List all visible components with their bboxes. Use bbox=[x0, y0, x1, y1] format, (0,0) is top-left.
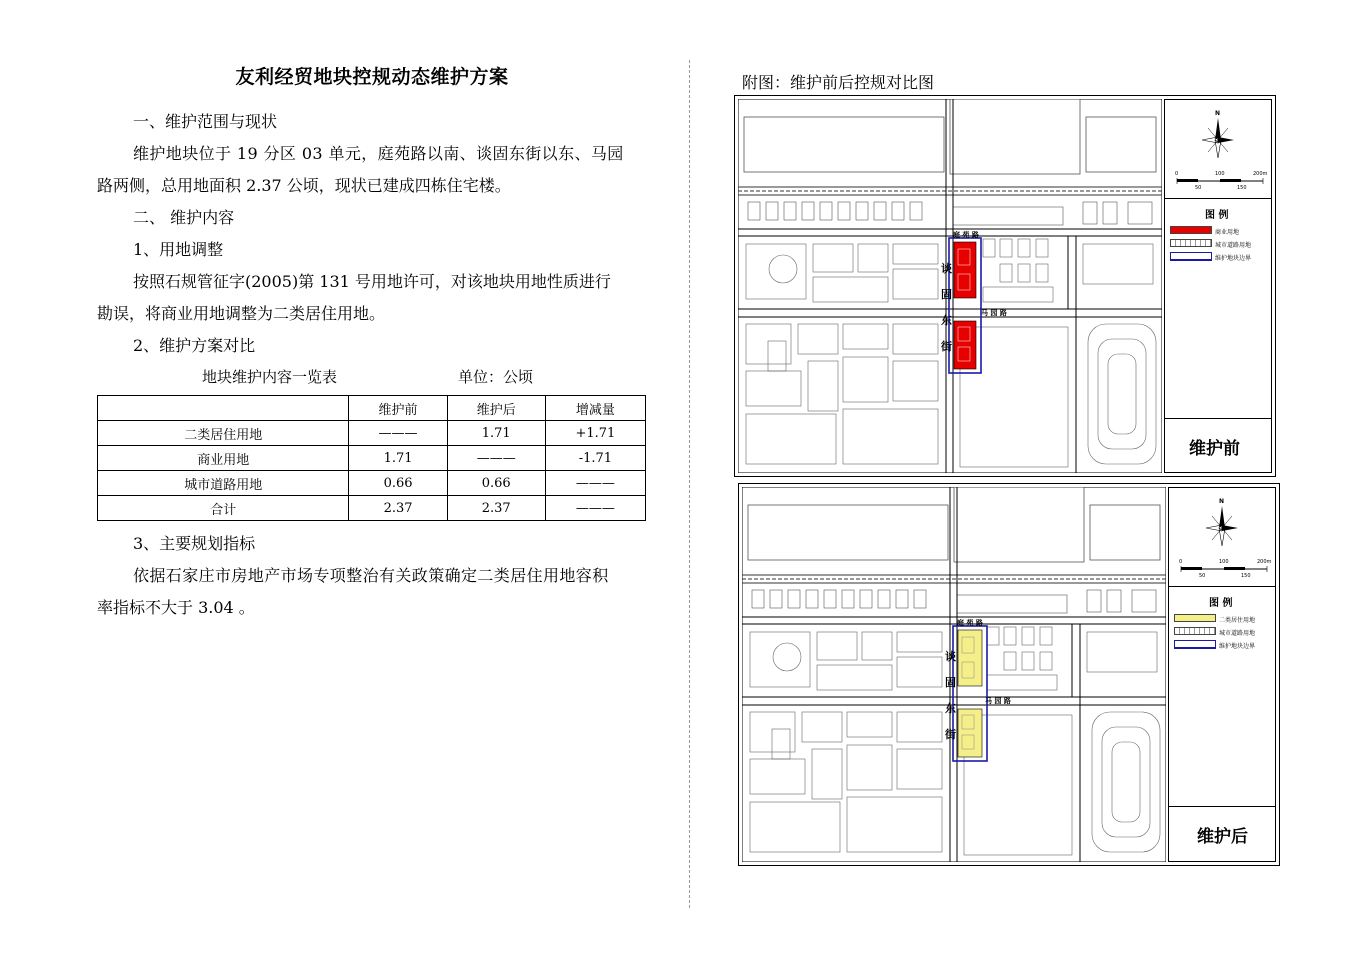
road-label-tingyuan: 庭 苑 路 bbox=[957, 619, 983, 627]
section2-sub2: 2、维护方案对比 bbox=[133, 336, 256, 355]
section2-sub1: 1、用地调整 bbox=[133, 240, 224, 259]
table-cell: 合计 bbox=[98, 496, 349, 521]
table-header-row bbox=[98, 396, 646, 421]
maintenance-table bbox=[97, 395, 646, 521]
legend-title: 图 例 bbox=[1209, 598, 1233, 609]
section2-paragraph-line1: 按照石规管征字(2005)第 131 号用地许可，对该地块用地性质进行 bbox=[133, 272, 611, 291]
table-cell: +1.71 bbox=[545, 421, 645, 446]
street-char: 固 bbox=[945, 676, 956, 689]
legend-swatch-boundary bbox=[1174, 640, 1216, 649]
legend-label: 商业用地 bbox=[1215, 229, 1240, 236]
section1-heading: 一、维护范围与现状 bbox=[133, 112, 278, 131]
scale-label: 50 bbox=[1199, 573, 1206, 579]
table-cell: 0.66 bbox=[447, 471, 545, 496]
scale-label: 100 bbox=[1219, 559, 1229, 565]
street-char: 东 bbox=[941, 314, 952, 327]
scale-label: 200m bbox=[1253, 171, 1268, 177]
page-divider bbox=[689, 60, 690, 908]
legend-swatch-road bbox=[1170, 239, 1212, 247]
map-after-frame bbox=[738, 483, 1280, 866]
table-header-cell bbox=[98, 396, 349, 421]
street-char: 谈 bbox=[941, 262, 952, 275]
svg-text:N: N bbox=[1215, 110, 1221, 117]
section1-paragraph-line1: 维护地块位于 19 分区 03 单元，庭苑路以南、谈固东街以东、马园 bbox=[133, 144, 624, 163]
road-label-mayuan: 马 园 路 bbox=[985, 697, 1011, 705]
legend-divider bbox=[1169, 586, 1275, 587]
street-char: 东 bbox=[945, 702, 956, 715]
table-header-cell: 增减量 bbox=[545, 396, 645, 421]
street-char: 谈 bbox=[945, 650, 956, 663]
scale-label: 150 bbox=[1237, 185, 1247, 191]
legend-swatch-residential bbox=[1174, 614, 1216, 622]
table-row bbox=[98, 421, 646, 446]
table-header-cell: 维护后 bbox=[447, 396, 545, 421]
table-cell: 1.71 bbox=[349, 446, 447, 471]
scale-label: 0 bbox=[1179, 559, 1183, 565]
table-cell: ——— bbox=[447, 446, 545, 471]
section3-paragraph-line2: 率指标不大于 3.04 。 bbox=[97, 598, 255, 617]
figure-title: 附图：维护前后控规对比图 bbox=[742, 73, 935, 92]
table-cell: ——— bbox=[545, 471, 645, 496]
table-cell: 商业用地 bbox=[98, 446, 349, 471]
street-char: 街 bbox=[945, 728, 956, 741]
legend-divider bbox=[1165, 418, 1271, 419]
legend-swatch-road bbox=[1174, 627, 1216, 635]
table-caption: 地块维护内容一览表 bbox=[202, 368, 338, 386]
street-char: 固 bbox=[941, 288, 952, 301]
document-title: 友利经贸地块控规动态维护方案 bbox=[235, 66, 509, 88]
legend-panel-before bbox=[1164, 99, 1272, 473]
street-char: 街 bbox=[941, 340, 952, 353]
legend-label: 城市道路用地 bbox=[1215, 242, 1252, 249]
scale-bar-icon bbox=[1175, 176, 1265, 186]
table-cell: 2.37 bbox=[447, 496, 545, 521]
legend-label: 维护地块边界 bbox=[1215, 255, 1252, 262]
scale-bar-icon bbox=[1179, 564, 1269, 574]
legend-label: 维护地块边界 bbox=[1219, 643, 1256, 650]
north-arrow-icon bbox=[1198, 108, 1238, 168]
road-label-mayuan: 马 园 路 bbox=[981, 309, 1007, 317]
legend-label: 城市道路用地 bbox=[1219, 630, 1256, 637]
table-cell: 0.66 bbox=[349, 471, 447, 496]
section1-paragraph-line2: 路两侧，总用地面积 2.37 公顷，现状已建成四栋住宅楼。 bbox=[97, 176, 511, 195]
table-row bbox=[98, 496, 646, 521]
table-cell: 二类居住用地 bbox=[98, 421, 349, 446]
north-arrow-icon bbox=[1202, 496, 1242, 556]
section2-paragraph-line2: 勘误，将商业用地调整为二类居住用地。 bbox=[97, 304, 386, 323]
road-label-tingyuan: 庭 苑 路 bbox=[953, 231, 979, 239]
svg-text:N: N bbox=[1219, 498, 1225, 505]
street-label-tangudong bbox=[941, 256, 952, 360]
legend-label: 二类居住用地 bbox=[1219, 617, 1256, 624]
legend-swatch-commercial bbox=[1170, 226, 1212, 234]
scale-label: 0 bbox=[1175, 171, 1179, 177]
table-cell: ——— bbox=[545, 496, 645, 521]
map-before-label: 维护前 bbox=[1189, 439, 1240, 459]
table-cell: 城市道路用地 bbox=[98, 471, 349, 496]
table-unit: 单位：公顷 bbox=[458, 368, 534, 386]
table-cell: 1.71 bbox=[447, 421, 545, 446]
table-cell: 2.37 bbox=[349, 496, 447, 521]
table-cell: -1.71 bbox=[545, 446, 645, 471]
section3-heading: 3、主要规划指标 bbox=[133, 534, 256, 553]
table-cell: ——— bbox=[349, 421, 447, 446]
table-row bbox=[98, 446, 646, 471]
legend-divider bbox=[1169, 806, 1275, 807]
legend-panel-after bbox=[1168, 487, 1276, 862]
table-row bbox=[98, 471, 646, 496]
legend-swatch-boundary bbox=[1170, 252, 1212, 261]
table-header-cell: 维护前 bbox=[349, 396, 447, 421]
map-before-frame bbox=[734, 95, 1276, 477]
legend-title: 图 例 bbox=[1205, 210, 1229, 221]
street-label-tangudong bbox=[945, 644, 956, 748]
scale-label: 100 bbox=[1215, 171, 1225, 177]
section2-heading: 二、 维护内容 bbox=[133, 208, 235, 227]
scale-label: 200m bbox=[1257, 559, 1272, 565]
section3-paragraph-line1: 依据石家庄市房地产市场专项整治有关政策确定二类居住用地容积 bbox=[133, 566, 609, 585]
map-after-label: 维护后 bbox=[1197, 827, 1248, 847]
legend-divider bbox=[1165, 198, 1271, 199]
scale-label: 150 bbox=[1241, 573, 1251, 579]
scale-label: 50 bbox=[1195, 185, 1202, 191]
